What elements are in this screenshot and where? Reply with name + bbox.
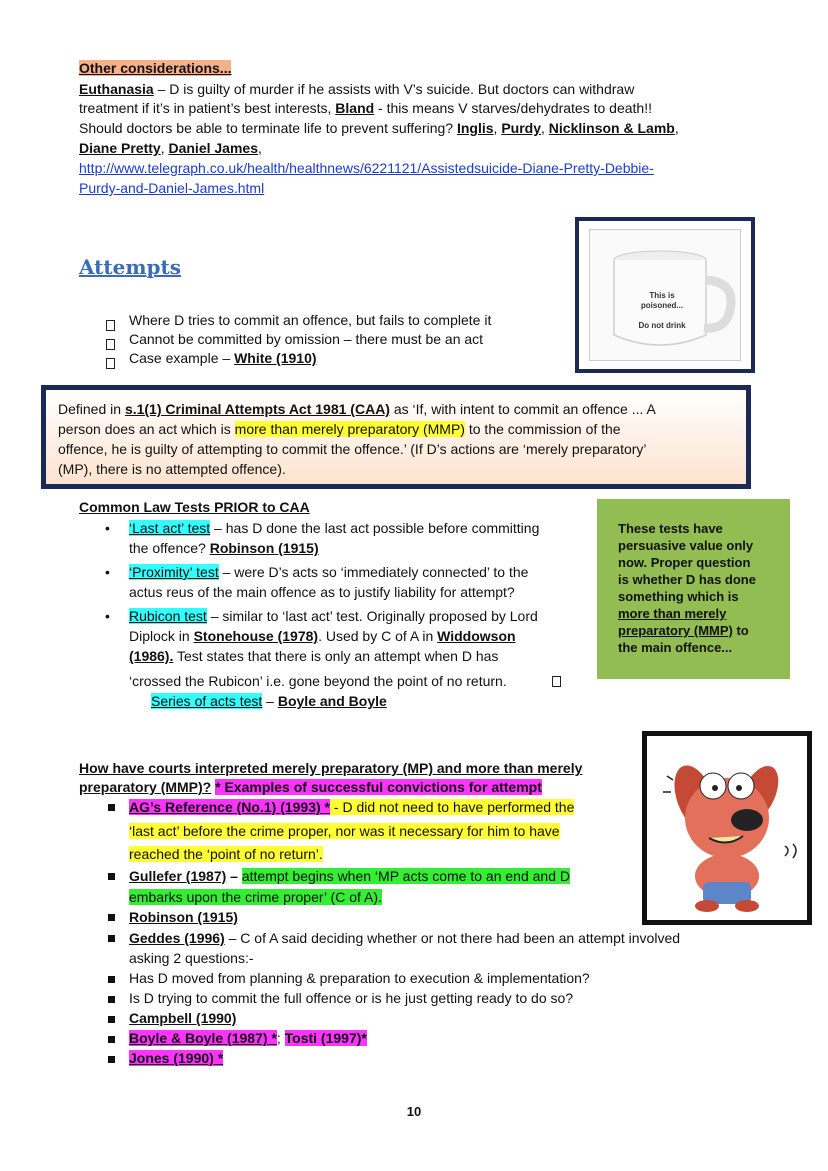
euthanasia-line-3: Should doctors be able to terminate life to prevent suffering? Inglis, Purdy, Nicklinson & Lamb, (79, 120, 679, 136)
square-bullet (108, 804, 115, 811)
attempts-title: Attempts (79, 255, 182, 279)
boyle-tosti-line: Boyle & Boyle (1987) *; Tosti (1997)* (129, 1030, 367, 1046)
square-bullet (108, 996, 115, 1003)
definition-line-4: (MP), there is no attempted offence). (58, 461, 286, 477)
telegraph-link-line-1[interactable]: http://www.telegraph.co.uk/health/healthnews/6221121/Assistedsuicide-Diane-Pretty-Debbie- (79, 160, 654, 176)
definition-line-1: Defined in s.1(1) Criminal Attempts Act 1981 (CAA) as ‘If, with intent to commit an offence ... A (58, 401, 656, 417)
definition-line-3: offence, he is guilty of attempting to commit the offence.’ (If D’s actions are ‘merely preparatory’ (58, 441, 647, 457)
gullefer-line-1: Gullefer (1987) – attempt begins when ‘MP acts come to an end and D (129, 868, 570, 884)
square-bullet (108, 976, 115, 983)
mug-text-1: This is (649, 291, 675, 300)
poisoned-mug-image (575, 217, 755, 373)
mug-icon (590, 230, 740, 360)
rubicon-line-4: ‘crossed the Rubicon’ i.e. gone beyond the point of no return. (129, 673, 507, 689)
other-considerations-heading: Other considerations... (79, 60, 232, 76)
courts-heading-1: How have courts interpreted merely preparatory (MP) and more than merely (79, 760, 583, 776)
proximity-line-2: actus reus of the main offence as to justify liability for attempt? (129, 584, 515, 600)
robinson-line: Robinson (1915) (129, 909, 238, 925)
euthanasia-line-1: Euthanasia – D is guilty of murder if he assists with V’s suicide. But doctors can withdraw (79, 81, 635, 97)
mug-text-2: poisoned... (640, 301, 684, 310)
attempts-bullet-2: Cannot be committed by omission – there must be an act (129, 331, 484, 347)
series-line: Series of acts test – Boyle and Boyle (151, 693, 387, 709)
attempts-bullet-3: Case example – White (1910) (129, 350, 317, 366)
courts-heading-2: preparatory (MMP)? * Examples of successful convictions for attempt (79, 779, 542, 795)
mug-text-3: Do not drink (638, 321, 686, 330)
square-bullet (108, 1036, 115, 1043)
gullefer-line-2: embarks upon the crime proper’ (C of A). (129, 889, 382, 905)
bullet-box-icon (106, 358, 115, 369)
geddes-line-1: Geddes (1996) – C of A said deciding whether or not there had been an attempt involved (129, 930, 681, 946)
ag-reference-line-2: ‘last act’ before the crime proper, nor was it necessary for him to have (129, 823, 560, 839)
proximity-line-1: ‘Proximity’ test – were D’s acts so ‘immediately connected’ to the (129, 564, 529, 580)
telegraph-link-cont[interactable] (79, 178, 264, 198)
ag-reference-line-1: AG’s Reference (No.1) (1993) * - D did not need to have performed the (129, 799, 575, 815)
last-act-line-2: the offence? Robinson (1915) (129, 540, 319, 556)
rubicon-line-2: Diplock in Stonehouse (1978). Used by C of A in Widdowson (129, 628, 516, 644)
bullet-dot: • (105, 520, 110, 536)
green-note-text: These tests have persuasive value only now. Proper question is whether D has done something which is more than merely preparatory (MMP) to the main offence... (618, 521, 756, 655)
bullet-dot: • (105, 608, 110, 624)
campbell-line: Campbell (1990) (129, 1010, 237, 1026)
geddes-line-2: asking 2 questions:- (129, 950, 254, 966)
telegraph-link[interactable] (79, 158, 654, 178)
question-2: Is D trying to commit the full offence or is he just getting ready to do so? (129, 990, 574, 1006)
bullet-box-icon (106, 320, 115, 331)
cartoon-dog-image (642, 731, 812, 925)
bullet-box-icon (552, 676, 561, 687)
definition-line-2: person does an act which is more than merely preparatory (MMP) to the commission of the (58, 421, 621, 437)
last-act-line-1: ‘Last act’ test – has D done the last act possible before committing (129, 520, 540, 536)
bullet-box-icon (106, 339, 115, 350)
square-bullet (108, 1056, 115, 1063)
square-bullet (108, 1016, 115, 1023)
square-bullet (108, 873, 115, 880)
ag-reference-line-3: reached the ‘point of no return’. (129, 846, 323, 862)
case-bland: Bland (335, 100, 375, 116)
euthanasia-line-4: Diane Pretty, Daniel James, (79, 140, 262, 156)
square-bullet (108, 935, 115, 942)
jones-line: Jones (1990) * (129, 1050, 224, 1066)
common-law-heading: Common Law Tests PRIOR to CAA (79, 499, 310, 515)
attempts-bullet-1: Where D tries to commit an offence, but fails to complete it (129, 312, 492, 328)
cartoon-dog-icon (647, 736, 807, 920)
page-number: 10 (406, 1104, 422, 1119)
rubicon-line-3: (1986). Test states that there is only an attempt when D has (129, 648, 499, 664)
rubicon-line-1: Rubicon test – similar to ‘last act’ test. Originally proposed by Lord (129, 608, 538, 624)
square-bullet (108, 914, 115, 921)
telegraph-link-line-2[interactable]: Purdy-and-Daniel-James.html (79, 180, 265, 196)
bullet-dot: • (105, 564, 110, 580)
euthanasia-line-2: treatment if it’s in patient’s best interests, Bland - this means V starves/dehydrates to death!! (79, 100, 652, 116)
question-1: Has D moved from planning & preparation to execution & implementation? (129, 970, 590, 986)
